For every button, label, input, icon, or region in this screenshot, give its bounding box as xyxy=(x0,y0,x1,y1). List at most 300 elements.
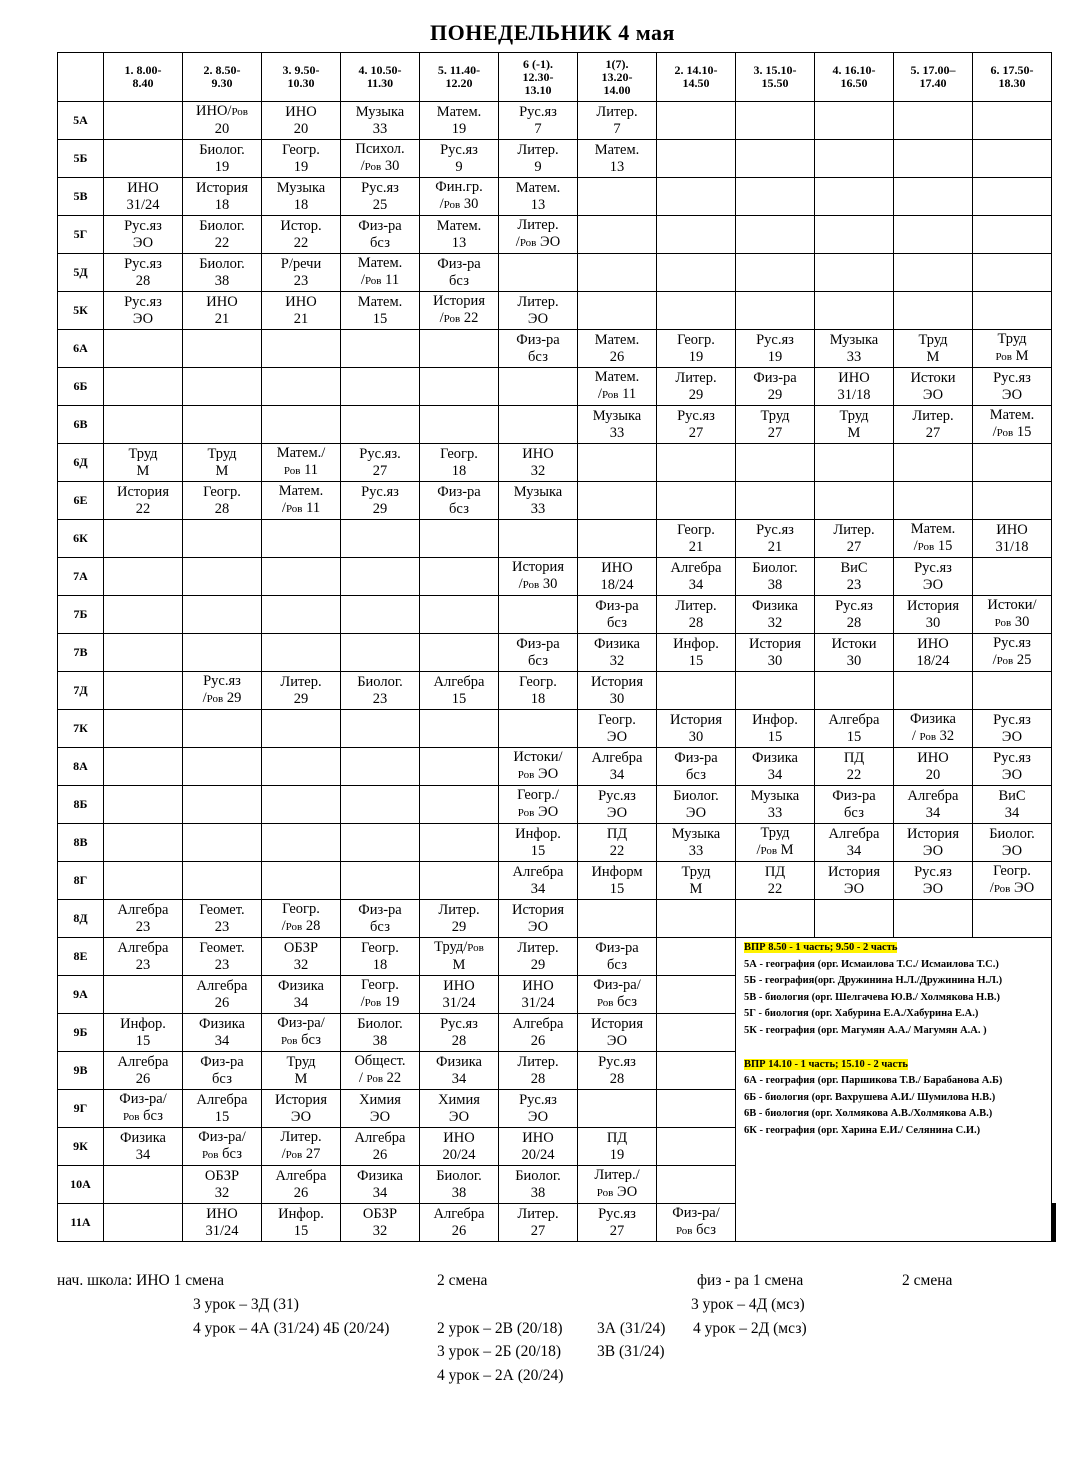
cell-room: 15 xyxy=(451,690,467,707)
cell-subject: Алгебра xyxy=(512,863,564,880)
lesson-cell xyxy=(499,672,578,710)
lesson-cell xyxy=(657,786,736,824)
cell-room: 21 xyxy=(214,310,230,327)
cell-room: 18 xyxy=(530,690,546,707)
cell-room: 7 xyxy=(613,120,621,137)
cell-subject: ИНО xyxy=(443,977,475,994)
lesson-cell xyxy=(420,824,499,862)
lesson-cell xyxy=(420,1052,499,1090)
lesson-cell xyxy=(262,368,341,406)
lesson-cell xyxy=(341,254,420,292)
period-header-line: 6 (-1). xyxy=(523,56,553,71)
cell-room: 20 xyxy=(214,121,230,137)
cell-room: бсз xyxy=(370,918,390,935)
lesson-cell xyxy=(104,900,183,938)
lesson-cell xyxy=(183,1052,262,1090)
lesson-cell xyxy=(578,140,657,178)
lesson-cell xyxy=(341,1204,420,1242)
class-label: 6В xyxy=(58,406,104,444)
cell-room: 38 xyxy=(451,1184,467,1201)
cell-subject: Рус.яз xyxy=(835,597,873,614)
pe-label: физ - ра 1 смена xyxy=(697,1272,804,1289)
cell-subject: ПД xyxy=(764,863,786,880)
lesson-cell xyxy=(183,596,262,634)
cell-subject: ИНО xyxy=(127,179,159,196)
table-row xyxy=(58,292,1056,330)
cell-subject: Физика xyxy=(436,1053,482,1070)
lesson-cell xyxy=(657,368,736,406)
lesson-cell xyxy=(894,672,973,710)
cell-room: М xyxy=(215,462,229,479)
lesson-cell xyxy=(420,938,499,976)
cell-room: /Ров 19 xyxy=(360,994,400,1010)
cell-room: 15 xyxy=(688,652,704,669)
lesson-cell xyxy=(894,634,973,672)
class-label: 5А xyxy=(58,102,104,140)
lesson-cell xyxy=(657,634,736,672)
lesson-cell xyxy=(815,178,894,216)
cell-subject: ОБЗР xyxy=(283,939,319,956)
cell-room: бсз xyxy=(449,272,469,289)
class-label: 5Г xyxy=(58,216,104,254)
table-row xyxy=(58,710,1056,748)
lesson-cell xyxy=(657,938,736,976)
cell-subject: Геогр. xyxy=(361,939,399,956)
cell-subject: Рус.яз xyxy=(598,1205,636,1222)
cell-subject: Физ-ра/ xyxy=(593,977,641,993)
lesson-cell xyxy=(499,178,578,216)
lesson-cell xyxy=(341,178,420,216)
cell-room: ЭО xyxy=(369,1108,391,1125)
lesson-cell xyxy=(815,786,894,824)
cell-subject: Литер. xyxy=(833,521,875,538)
cell-room: 28 xyxy=(530,1070,546,1087)
cell-subject: Рус.яз xyxy=(756,521,794,538)
lesson-cell xyxy=(578,1014,657,1052)
cell-room: ЭО xyxy=(1001,728,1023,745)
table-row xyxy=(58,862,1056,900)
lesson-cell xyxy=(894,558,973,596)
lesson-cell xyxy=(657,710,736,748)
cell-subject: Рус.яз xyxy=(519,103,557,120)
lesson-cell xyxy=(420,102,499,140)
lesson-cell xyxy=(815,292,894,330)
lesson-cell xyxy=(262,292,341,330)
cell-subject: Литер. xyxy=(675,369,717,386)
cell-subject: Физ-ра xyxy=(358,217,402,234)
cell-room: ЭО xyxy=(527,310,549,327)
cell-room: Ров ЭО xyxy=(517,804,559,820)
lesson-cell xyxy=(104,330,183,368)
lesson-cell xyxy=(104,1014,183,1052)
cell-subject: Труд xyxy=(997,331,1027,347)
lesson-cell xyxy=(262,862,341,900)
lesson-cell xyxy=(262,482,341,520)
period-header-line: 1(7). xyxy=(605,56,629,71)
lesson-cell xyxy=(499,1090,578,1128)
lesson-cell xyxy=(657,558,736,596)
cell-subject: Фин.гр. xyxy=(435,179,483,195)
cell-subject: Геогр. xyxy=(993,863,1031,879)
lesson-cell xyxy=(736,786,815,824)
lesson-cell xyxy=(420,634,499,672)
cell-room: 34 xyxy=(451,1070,467,1087)
cell-room: ЭО xyxy=(922,842,944,859)
cell-room: 29 xyxy=(530,956,546,973)
lesson-cell xyxy=(262,900,341,938)
cell-subject: Биолог. xyxy=(752,559,798,576)
cell-subject: Матем. xyxy=(594,369,640,385)
cell-subject: Рус.яз xyxy=(914,559,952,576)
lesson-cell xyxy=(657,482,736,520)
class-label: 9Б xyxy=(58,1014,104,1052)
lesson-cell xyxy=(894,140,973,178)
lesson-cell xyxy=(657,596,736,634)
cell-subject: Матем. xyxy=(989,407,1035,423)
cell-room: ЭО xyxy=(132,310,154,327)
cell-subject: Физ-ра/ xyxy=(119,1091,167,1107)
class-label: 5Д xyxy=(58,254,104,292)
cell-room: /Ров 28 xyxy=(281,918,321,934)
vpr-item: 6К - география (орг. Харина Е.И./ Селянина С.И.) xyxy=(744,1124,981,1136)
lesson-cell xyxy=(183,672,262,710)
cell-room: 22 xyxy=(767,880,783,897)
cell-room: 27 xyxy=(688,424,704,441)
lesson-cell xyxy=(578,102,657,140)
lesson-cell xyxy=(104,140,183,178)
lesson-cell xyxy=(341,938,420,976)
ino-shift2-lesson2b: 3А (31/24) xyxy=(597,1320,666,1337)
cell-subject: Геогр./ xyxy=(517,787,559,803)
lesson-cell xyxy=(578,786,657,824)
cell-room: 38 xyxy=(214,272,230,289)
lesson-cell xyxy=(420,900,499,938)
cell-room: 34 xyxy=(688,576,704,593)
lesson-cell xyxy=(815,672,894,710)
cell-subject: Матем. xyxy=(910,521,956,537)
lesson-cell xyxy=(657,178,736,216)
class-label: 8Д xyxy=(58,900,104,938)
lesson-cell xyxy=(262,976,341,1014)
cell-room: 23 xyxy=(293,272,309,289)
lesson-cell xyxy=(183,102,262,140)
cell-subject: Биолог. xyxy=(357,673,403,690)
cell-subject: Биолог. xyxy=(436,1167,482,1184)
lesson-cell xyxy=(104,444,183,482)
lesson-cell xyxy=(1055,1204,1056,1242)
cell-room: 34 xyxy=(925,804,941,821)
lesson-cell xyxy=(736,862,815,900)
lesson-cell xyxy=(657,1204,736,1242)
cell-subject: Алгебра xyxy=(591,749,643,766)
cell-subject: Рус.яз xyxy=(440,1015,478,1032)
lesson-cell xyxy=(104,672,183,710)
period-header xyxy=(815,53,894,102)
cell-subject: История xyxy=(512,559,564,575)
lesson-cell xyxy=(104,1128,183,1166)
cell-room: ЭО xyxy=(527,918,549,935)
cell-room: ЭО xyxy=(1001,842,1023,859)
lesson-cell xyxy=(262,672,341,710)
cell-room: М xyxy=(294,1070,308,1087)
vpr-item: 5Б - география(орг. Дружинина Н.Л./Дружинина Н.Л.) xyxy=(744,975,1003,987)
period-header-line: 12.20 xyxy=(445,76,473,90)
cell-room: 23 xyxy=(214,918,230,935)
cell-room: ЭО xyxy=(132,234,154,251)
cell-room: /Ров 30 xyxy=(518,576,558,592)
lesson-cell xyxy=(341,102,420,140)
lesson-cell xyxy=(499,368,578,406)
lesson-cell xyxy=(341,330,420,368)
cell-room: 28 xyxy=(451,1032,467,1049)
class-label: 10А xyxy=(58,1166,104,1204)
ino-shift2-lesson3b: 3В (31/24) xyxy=(597,1343,665,1360)
cell-room: 26 xyxy=(293,1184,309,1201)
cell-subject: Труд xyxy=(760,407,790,424)
cell-subject: Рус.яз xyxy=(124,255,162,272)
lesson-cell xyxy=(183,824,262,862)
lesson-cell xyxy=(183,254,262,292)
cell-room: 19 xyxy=(293,158,309,175)
cell-subject: История xyxy=(591,673,643,690)
cell-room: Ров бсз xyxy=(122,1108,164,1124)
lesson-cell xyxy=(657,520,736,558)
ino-shift1-lesson4: 4 урок – 4А (31/24) 4Б (20/24) xyxy=(193,1320,390,1337)
lesson-cell xyxy=(736,596,815,634)
cell-subject: История xyxy=(196,179,248,196)
cell-subject: ИНО xyxy=(443,1129,475,1146)
ino-shift2-lesson2: 2 урок – 2В (20/18) xyxy=(437,1320,563,1337)
lesson-cell xyxy=(736,140,815,178)
cell-room: 26 xyxy=(372,1146,388,1163)
cell-subject: Музыка xyxy=(355,103,405,120)
table-row xyxy=(58,482,1056,520)
lesson-cell xyxy=(420,444,499,482)
period-header-line: 13.10 xyxy=(524,82,552,97)
period-header-line: 9.30 xyxy=(211,76,233,90)
lesson-cell xyxy=(894,292,973,330)
period-header-line: 2. 14.10- xyxy=(674,63,718,77)
cell-subject: Матем. xyxy=(278,483,324,499)
ino-shift1-lesson3: 3 урок – 3Д (31) xyxy=(193,1296,299,1313)
lesson-cell xyxy=(736,368,815,406)
lesson-cell xyxy=(420,292,499,330)
cell-room: 29 xyxy=(372,500,388,517)
cell-room: М xyxy=(452,957,466,973)
period-header xyxy=(973,53,1052,102)
cell-subject: Алгебра xyxy=(275,1167,327,1184)
period-header-line: 13.20- xyxy=(601,69,633,84)
cell-room: 20/24 xyxy=(442,1146,476,1163)
cell-subject: Литер. xyxy=(675,597,717,614)
period-header-line: 3. 9.50- xyxy=(282,63,320,77)
lesson-cell xyxy=(183,1204,262,1242)
cell-room: 28 xyxy=(609,1070,625,1087)
lesson-cell xyxy=(341,520,420,558)
period-header-line: 2. 8.50- xyxy=(203,63,241,77)
cell-room: 38 xyxy=(530,1184,546,1201)
cell-room: Ров 11 xyxy=(283,462,319,478)
lesson-cell xyxy=(104,254,183,292)
lesson-cell xyxy=(262,1128,341,1166)
lesson-cell xyxy=(183,368,262,406)
cell-room: 32 xyxy=(214,1184,230,1201)
lesson-cell xyxy=(499,1204,578,1242)
lesson-cell xyxy=(262,1204,341,1242)
cell-subject: Биолог. xyxy=(989,825,1035,842)
cell-room: бсз xyxy=(686,766,706,783)
cell-subject: ИНО xyxy=(996,521,1028,538)
class-label: 6Б xyxy=(58,368,104,406)
class-label: 7Б xyxy=(58,596,104,634)
lesson-cell xyxy=(973,520,1052,558)
lesson-cell xyxy=(420,1014,499,1052)
cell-room: Ров бсз xyxy=(675,1222,717,1238)
cell-subject: Литер. xyxy=(438,901,480,918)
cell-room: 7 xyxy=(534,120,542,137)
lesson-cell xyxy=(894,102,973,140)
lesson-cell xyxy=(104,1204,183,1242)
lesson-cell xyxy=(894,444,973,482)
cell-subject: История xyxy=(433,293,485,309)
period-header-line: 17.40 xyxy=(919,76,947,90)
cell-subject: Музыка xyxy=(592,407,642,424)
cell-subject: Биолог. xyxy=(673,787,719,804)
lesson-cell xyxy=(736,292,815,330)
cell-subject: Матем. xyxy=(515,179,561,196)
lesson-cell xyxy=(499,938,578,976)
vpr-item: 5А - география (орг. Исмаилова Т.С./ Исмаилова Т.С.) xyxy=(744,958,999,970)
cell-room: 34 xyxy=(767,766,783,783)
cell-room: 15 xyxy=(846,728,862,745)
lesson-cell xyxy=(578,292,657,330)
cell-subject: ПД xyxy=(606,825,628,842)
period-header xyxy=(262,53,341,102)
lesson-cell xyxy=(499,254,578,292)
lesson-cell xyxy=(341,900,420,938)
cell-room: бсз xyxy=(528,348,548,365)
table-row xyxy=(58,140,1056,178)
cell-room: 13 xyxy=(609,158,625,175)
lesson-cell xyxy=(420,140,499,178)
cell-room: 28 xyxy=(214,500,230,517)
schedule-table xyxy=(57,52,1056,1242)
lesson-cell xyxy=(973,748,1052,786)
cell-subject: ИНО xyxy=(206,293,238,310)
lesson-cell xyxy=(104,1052,183,1090)
lesson-cell xyxy=(262,938,341,976)
lesson-cell xyxy=(499,330,578,368)
cell-room: 29 xyxy=(451,918,467,935)
lesson-cell xyxy=(262,406,341,444)
cell-room: 18/24 xyxy=(916,652,950,669)
cell-subject: ОБЗР xyxy=(362,1205,398,1222)
lesson-cell xyxy=(420,710,499,748)
lesson-cell xyxy=(736,520,815,558)
class-label: 11А xyxy=(58,1204,104,1242)
lesson-cell xyxy=(657,254,736,292)
lesson-cell xyxy=(499,976,578,1014)
cell-subject: Геогр. xyxy=(361,977,399,993)
cell-room: 28 xyxy=(688,614,704,631)
lesson-cell xyxy=(973,444,1052,482)
lesson-cell xyxy=(973,482,1052,520)
lesson-cell xyxy=(578,634,657,672)
lesson-cell xyxy=(578,1090,657,1128)
cell-room: 29 xyxy=(688,386,704,403)
period-header-line: 14.50 xyxy=(682,76,710,90)
lesson-cell xyxy=(104,216,183,254)
cell-subject: Литер. xyxy=(517,293,559,310)
lesson-cell xyxy=(973,102,1052,140)
lesson-cell xyxy=(420,596,499,634)
cell-room: /Ров 15 xyxy=(913,538,953,554)
period-header-line: 10.30 xyxy=(287,76,315,90)
lesson-cell xyxy=(657,976,736,1014)
cell-subject: Физ-ра xyxy=(358,901,402,918)
cell-room: /Ров ЭО xyxy=(989,880,1035,896)
period-header-line: 4. 16.10- xyxy=(832,63,876,77)
lesson-cell xyxy=(815,558,894,596)
cell-room: Ров бсз xyxy=(596,994,638,1010)
cell-subject: Биолог. xyxy=(199,255,245,272)
lesson-cell xyxy=(894,216,973,254)
lesson-cell xyxy=(894,710,973,748)
cell-room: 25 xyxy=(372,196,388,213)
pe-shift2-label: 2 смена xyxy=(902,1272,953,1289)
cell-room: 31/24 xyxy=(126,196,160,213)
lesson-cell xyxy=(104,292,183,330)
cell-subject: Рус.яз xyxy=(914,863,952,880)
lesson-cell xyxy=(183,140,262,178)
cell-room: 30 xyxy=(767,652,783,669)
cell-subject: Истоки xyxy=(910,369,956,386)
table-row xyxy=(58,634,1056,672)
lesson-cell xyxy=(657,862,736,900)
lesson-cell xyxy=(420,862,499,900)
table-row xyxy=(58,102,1056,140)
cell-subject: Геогр. xyxy=(203,483,241,500)
lesson-cell xyxy=(499,558,578,596)
cell-room: М xyxy=(847,424,861,441)
cell-subject: Рус.яз xyxy=(361,483,399,500)
cell-subject: Литер. xyxy=(517,1205,559,1222)
cell-subject: ИНО xyxy=(206,1205,238,1222)
lesson-cell xyxy=(657,292,736,330)
cell-subject: Алгебра xyxy=(117,939,169,956)
lesson-cell xyxy=(578,976,657,1014)
cell-room: 15 xyxy=(372,310,388,327)
table-row xyxy=(58,938,1056,976)
cell-room: 21 xyxy=(767,538,783,555)
lesson-cell xyxy=(973,292,1052,330)
lesson-cell xyxy=(578,254,657,292)
cell-room: 20 xyxy=(925,766,941,783)
cell-room: 22 xyxy=(846,766,862,783)
cell-subject: Алгебра xyxy=(828,711,880,728)
cell-room: 29 xyxy=(293,690,309,707)
lesson-cell xyxy=(578,1128,657,1166)
cell-subject: Матем. xyxy=(594,141,640,158)
lesson-cell xyxy=(262,634,341,672)
lesson-cell xyxy=(815,748,894,786)
cell-room: 30 xyxy=(688,728,704,745)
period-header xyxy=(578,53,657,102)
lesson-cell xyxy=(973,178,1052,216)
lesson-cell xyxy=(815,216,894,254)
lesson-cell xyxy=(736,558,815,596)
cell-room: 15 xyxy=(767,728,783,745)
